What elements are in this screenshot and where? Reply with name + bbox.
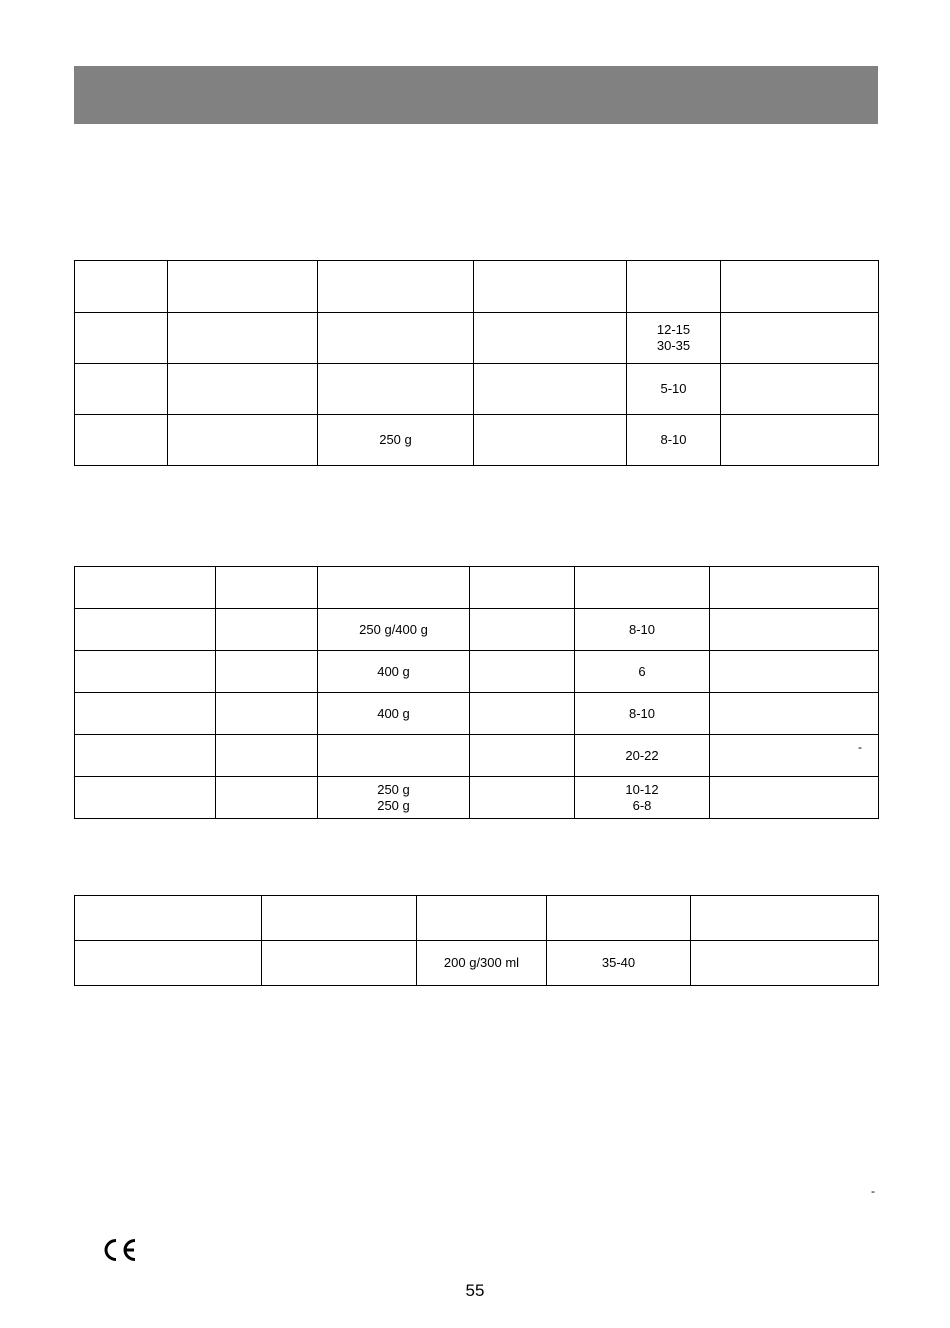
table-header-cell bbox=[168, 261, 318, 313]
quantity-cell: 250 g 250 g bbox=[318, 777, 470, 819]
table-cell bbox=[75, 693, 216, 735]
table-cell bbox=[262, 941, 417, 986]
time-cell: 5-10 bbox=[627, 364, 721, 415]
table-header-cell bbox=[75, 261, 168, 313]
table-cell bbox=[75, 415, 168, 466]
table-header-cell bbox=[75, 896, 262, 941]
quantity-cell: 400 g bbox=[318, 651, 470, 693]
table-cell bbox=[474, 364, 627, 415]
table-header-cell bbox=[417, 896, 547, 941]
table-cell bbox=[474, 415, 627, 466]
table-row bbox=[75, 651, 879, 693]
table-cell bbox=[710, 777, 879, 819]
table-cell bbox=[318, 364, 474, 415]
time-cell: 6 bbox=[575, 651, 710, 693]
table-cell bbox=[75, 941, 262, 986]
table-header-cell bbox=[721, 261, 879, 313]
table-row bbox=[75, 567, 879, 609]
table-header-cell bbox=[575, 567, 710, 609]
table-row bbox=[75, 609, 879, 651]
table-header-cell bbox=[474, 261, 627, 313]
table-row bbox=[75, 941, 879, 986]
table-cell bbox=[318, 313, 474, 364]
table-2 bbox=[74, 566, 879, 819]
footnote-dash: - bbox=[871, 1184, 875, 1198]
table-cell bbox=[75, 609, 216, 651]
table-cell bbox=[216, 651, 318, 693]
table-cell bbox=[710, 693, 879, 735]
table-header-cell bbox=[627, 261, 721, 313]
table-cell bbox=[470, 777, 575, 819]
table-cell bbox=[75, 651, 216, 693]
table-header-cell bbox=[75, 567, 216, 609]
table-cell bbox=[474, 313, 627, 364]
table-cell bbox=[721, 415, 879, 466]
table-cell bbox=[470, 693, 575, 735]
table-cell bbox=[710, 651, 879, 693]
table-cell bbox=[75, 777, 216, 819]
time-cell: 35-40 bbox=[547, 941, 691, 986]
table-cell bbox=[168, 415, 318, 466]
table-row bbox=[75, 777, 879, 819]
section-header-bar bbox=[74, 66, 878, 124]
ce-mark-icon bbox=[101, 1237, 137, 1263]
table-cell bbox=[216, 735, 318, 777]
table-cell bbox=[75, 364, 168, 415]
table-cell bbox=[721, 364, 879, 415]
quantity-cell: 250 g/400 g bbox=[318, 609, 470, 651]
table-row bbox=[75, 693, 879, 735]
time-cell: 10-12 6-8 bbox=[575, 777, 710, 819]
quantity-cell: 250 g bbox=[318, 415, 474, 466]
table-header-cell bbox=[470, 567, 575, 609]
table-header-cell bbox=[547, 896, 691, 941]
table-row bbox=[75, 313, 879, 364]
table-cell bbox=[470, 735, 575, 777]
table-cell bbox=[75, 313, 168, 364]
table-header-cell bbox=[262, 896, 417, 941]
table-cell bbox=[168, 313, 318, 364]
quantity-cell: 200 g/300 ml bbox=[417, 941, 547, 986]
table-cell bbox=[470, 651, 575, 693]
time-cell: 8-10 bbox=[575, 693, 710, 735]
table-cell bbox=[470, 609, 575, 651]
table-cell bbox=[691, 941, 879, 986]
table-row bbox=[75, 364, 879, 415]
table-header-cell bbox=[216, 567, 318, 609]
table-header-cell bbox=[318, 261, 474, 313]
table-header-cell bbox=[691, 896, 879, 941]
table-cell bbox=[216, 693, 318, 735]
table-header-cell bbox=[318, 567, 470, 609]
dash-mark: - bbox=[858, 740, 862, 754]
page-number: 55 bbox=[465, 1281, 485, 1300]
table-row bbox=[75, 896, 879, 941]
quantity-cell bbox=[318, 735, 470, 777]
table-cell bbox=[168, 364, 318, 415]
table-row bbox=[75, 261, 879, 313]
table-3 bbox=[74, 895, 879, 986]
time-cell: 8-10 bbox=[627, 415, 721, 466]
table-1 bbox=[74, 260, 879, 466]
quantity-cell: 400 g bbox=[318, 693, 470, 735]
table-cell bbox=[216, 609, 318, 651]
table-row bbox=[75, 735, 879, 777]
time-cell: 8-10 bbox=[575, 609, 710, 651]
table-cell bbox=[710, 735, 879, 777]
time-cell: 20-22 bbox=[575, 735, 710, 777]
table-cell bbox=[710, 609, 879, 651]
table-row bbox=[75, 415, 879, 466]
table-cell bbox=[721, 313, 879, 364]
time-cell: 12-15 30-35 bbox=[627, 313, 721, 364]
table-cell bbox=[216, 777, 318, 819]
table-header-cell bbox=[710, 567, 879, 609]
table-cell bbox=[75, 735, 216, 777]
